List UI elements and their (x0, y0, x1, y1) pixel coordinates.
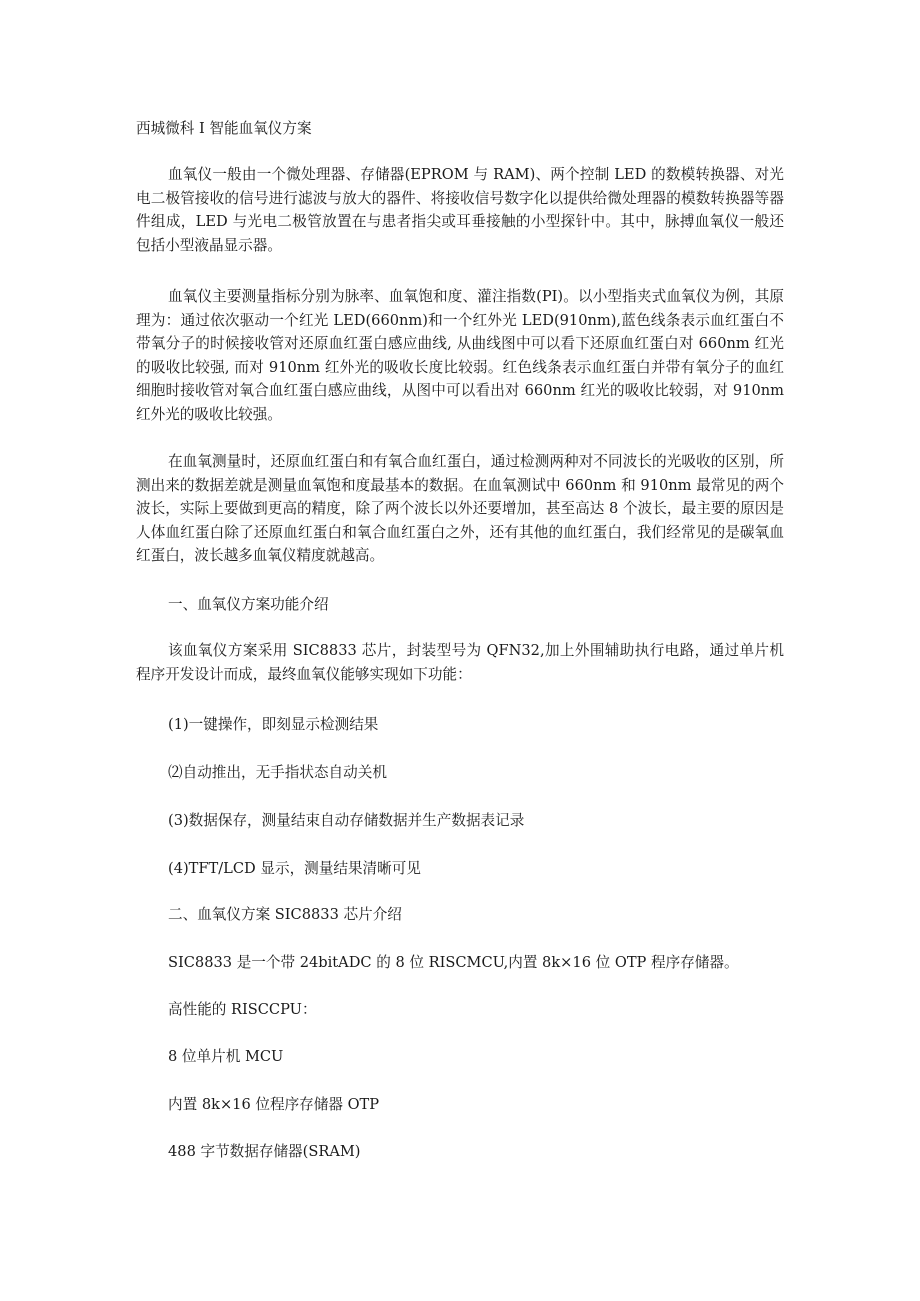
sram-line: 488 字节数据存储器(SRAM) (168, 1143, 361, 1160)
feature-item-2: ⑵自动推出，无手指状态自动关机 (168, 764, 387, 781)
cpu-line: 高性能的 RISCCPU： (168, 1001, 317, 1018)
section-1-heading: 一、血氧仪方案功能介绍 (168, 596, 329, 613)
paragraph-2: 血氧仪主要测量指标分别为脉率、血氧饱和度、灌注指数(PI)。以小型指夹式血氧仪为例，其原理为：通过依次驱动一个红光 LED(660nm)和一个红外光 LED(910nm),蓝色线条表示血红蛋白不带氧分子的时候接收管对还原血红蛋白感应曲线, 从曲线图中可以看下还原血红蛋白对 660nm 红光的吸收比较强, 而对 910nm 红外光的吸收长度比较弱。红色线条表示血红蛋白并带有氧分子的血红细胞时接收管对氧合血红蛋白感应曲线，从图中可以看出对 660nm 红光的吸收比较弱，对 910nm 红外光的吸收比较强。 (136, 288, 784, 423)
otp-line: 内置 8k×16 位程序存储器 OTP (168, 1096, 380, 1113)
chip-description: SIC8833 是一个带 24bitADC 的 8 位 RISCMCU,内置 8k×16 位 OTP 程序存储器。 (168, 954, 739, 971)
feature-item-3: (3)数据保存，测量结束自动存储数据并生产数据表记录 (168, 812, 525, 829)
section-2-heading: 二、血氧仪方案 SIC8833 芯片介绍 (168, 906, 402, 923)
paragraph-1: 血氧仪一般由一个微处理器、存储器(EPROM 与 RAM)、两个控制 LED 的数模转换器、对光电二极管接收的信号进行滤波与放大的器件、将接收信号数字化以提供给微处理器的模数转换器等器件组成，LED 与光电二极管放置在与患者指尖或耳垂接触的小型探针中。其中，脉搏血氧仪一般还包括小型液晶显示器。 (136, 166, 784, 254)
mcu-line: 8 位单片机 MCU (168, 1048, 284, 1065)
feature-item-1: (1)一键操作，即刻显示检测结果 (168, 716, 379, 733)
section-1-intro: 该血氧仪方案采用 SIC8833 芯片，封装型号为 QFN32,加上外围辅助执行电路，通过单片机程序开发设计而成，最终血氧仪能够实现如下功能： (136, 642, 784, 683)
paragraph-3: 在血氧测量时，还原血红蛋白和有氧合血红蛋白，通过检测两种对不同波长的光吸收的区别，所测出来的数据差就是测量血氧饱和度最基本的数据。在血氧测试中 660nm 和 910nm 最常见的两个波长，实际上要做到更高的精度，除了两个波长以外还要增加，甚至高达 8 个波长，最主要的原因是人体血红蛋白除了还原血红蛋白和氧合血红蛋白之外，还有其他的血红蛋白，我们经常见的是碳氧血红蛋白，波长越多血氧仪精度就越高。 (136, 453, 784, 564)
document-title: 西城微科 I 智能血氧仪方案 (136, 120, 312, 137)
feature-item-4: (4)TFT/LCD 显示，测量结果清晰可见 (168, 860, 421, 877)
